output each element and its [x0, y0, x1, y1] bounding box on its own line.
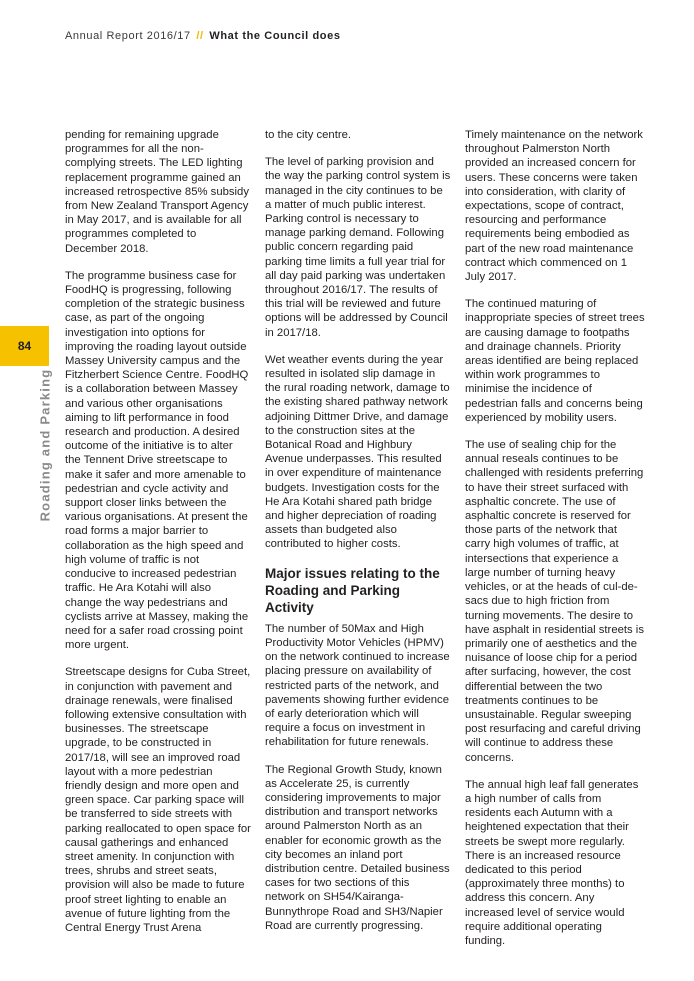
text-column-1	[65, 128, 251, 948]
section-title: What the Council does	[209, 30, 341, 42]
side-section-label: Roading and Parking	[37, 368, 53, 522]
text-column-3	[465, 128, 645, 961]
header-separator: //	[196, 30, 204, 42]
section-heading: Major issues relating to the Roading and Parking Activity	[265, 565, 440, 615]
body-paragraph: The continued maturing of inappropriate species of street trees are causing damage to footpaths and drainage channels. Priority areas identified are being replaced within work programmes to minimise the incidence of pedestrian falls and concerns being experienced by mobility users.	[465, 298, 645, 424]
page-number: 84	[17, 339, 32, 353]
text-column-2	[265, 128, 451, 946]
report-title: Annual Report 2016/17	[65, 30, 191, 42]
body-paragraph: The level of parking provision and the way the parking control system is managed in the city continues to be a matter of much public interest. Parking control is necessary to manage parking demand. Following public concern regarding paid parking time limits a full year trial for all day paid parking was undertaken throughout 2016/17. The results of this trial will be reviewed and future options will be addressed by Council in 2017/18.	[265, 156, 451, 339]
body-paragraph: Wet weather events during the year resulted in isolated slip damage in the rural roading network, damage to the existing shared pathway network adjoining Dittmer Drive, and damage to the construction sites at the Botanical Road and Highbury Avenue underpasses. This resulted in over expenditure of maintenance budgets. Investigation costs for the He Ara Kotahi shared path bridge and higher depreciation of roading assets than budgeted also contributed to higher costs.	[265, 353, 450, 551]
body-paragraph: Streetscape designs for Cuba Street, in conjunction with pavement and drainage renewals, were finalised following extensive consultation with businesses. The streetscape upgrade, to be constructed in 2017/18, will see an improved road layout with a more pedestrian friendly design and more open and green space. Car parking space will be transferred to side streets with parking reallocated to open space for causal gatherings and enhanced street amenity. In conjunction with trees, shrubs and street seats, provision will also be made to future proof street lighting to enable an avenue of future lighting from the Central Energy Trust Arena	[65, 666, 251, 934]
body-paragraph: Timely maintenance on the network throughout Palmerston North provided an increased concern for users. These concerns were taken into consideration, with clarity of expectations, scope of contract, resourcing and performance requirements being embodied as part of the new road maintenance contract which commenced on 1 July 2017.	[465, 129, 643, 284]
body-paragraph: The Regional Growth Study, known as Accelerate 25, is currently considering improvements to major distribution and transport networks around Palmerston North as an enabler for economic growth as the city becomes an inland port distribution centre. Detailed business cases for two sections of this network on SH54/Kairanga-Bunnythrope Road and SH3/Napier Road are currently progressing.	[265, 763, 450, 932]
body-paragraph: The use of sealing chip for the annual reseals continues to be challenged with residents preferring to have their street surfaced with asphaltic concrete. The use of asphaltic concrete is reserved for those parts of the network that carry high volumes of traffic, at intersections that experience a large number of turning heavy vehicles, or at the heads of cul-de-sacs due to high friction from turning movements. The desire to have asphalt in residential streets is primarily one of aesthetics and the nuisance of loose chip for a period after surfacing, however, the cost differential between the two treatments continues to be unsustainable. Regular sweeping post resurfacing and careful driving will continue to address these concerns.	[465, 439, 644, 764]
running-header	[65, 30, 341, 42]
body-paragraph: The annual high leaf fall generates a high number of calls from residents each Autumn with a heightened expectation that their streets be swept more regularly. There is an increased resource dedicated to this period (approximately three months) to address this concern. Any increased level of service would require additional operating funding.	[465, 778, 639, 947]
body-paragraph: pending for remaining upgrade programmes for all the non-complying streets. The LED lighting replacement programme gained an increased retrospective 85% subsidy from New Zealand Transport Agency in May 2017, and is available for all programmes completed to December 2018.	[65, 129, 249, 255]
page-number-tab	[0, 326, 49, 366]
body-paragraph: The programme business case for FoodHQ is progressing, following completion of the strategic business case, as part of the ongoing investigation into options for improving the roading layout outside Massey University campus and the Fitzherbert Science Centre. FoodHQ is a collaboration between Massey and various other organisations aiming to lift performance in food research and production. A desired outcome of the initiative is to alter the Tennent Drive streetscape to make it safer and more amenable to pedestrian and cycle activity and support closer links between the various organisations. At present the road forms a major barrier to collaboration as the high speed and high volume of traffic is not conducive to increased pedestrian traffic. He Ara Kotahi will also change the way pedestrians and cyclists arrive at Massey, making the need for a safer road crossing point more urgent.	[65, 269, 249, 652]
body-paragraph: to the city centre.	[265, 129, 352, 141]
body-paragraph: The number of 50Max and High Productivity Motor Vehicles (HPMV) on the network continued to increase placing pressure on availability of restricted parts of the network, and pavements showing further evidence of early deterioration which will require a focus on investment in rehabilitation for future renewals.	[265, 622, 450, 749]
